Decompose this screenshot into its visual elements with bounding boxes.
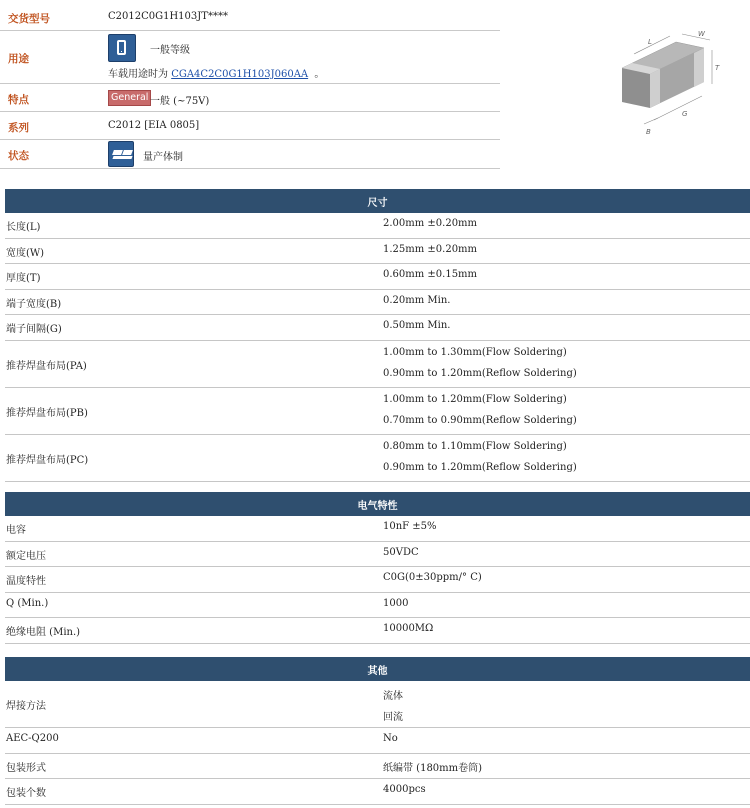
smartphone-icon <box>108 34 136 62</box>
chip-dimension-diagram <box>598 28 728 148</box>
row-label: 焊接方法 <box>6 701 46 712</box>
other-header: 其他 <box>5 657 750 681</box>
row-label: 额定电压 <box>6 550 46 562</box>
row-label: 包装个数 <box>6 788 46 799</box>
row-value: 纸编带 (180mm卷筒) <box>383 762 483 774</box>
mass-production-icon <box>108 141 134 167</box>
table-row <box>5 542 750 568</box>
row-label: 厚度(T) <box>6 273 41 284</box>
row-value: 1000 <box>383 597 409 609</box>
row-value: 1.00mm to 1.20mm(Flow Soldering) <box>383 393 567 405</box>
table-row <box>5 754 750 780</box>
row-value: 0.70mm to 0.90mm(Reflow Soldering) <box>383 414 577 426</box>
series-label: 系列 <box>8 122 29 134</box>
row-label: 推荐焊盘布局(PA) <box>6 360 87 372</box>
electrical-section <box>5 492 750 644</box>
summary-row-part-number <box>0 0 500 31</box>
chip-label-b: B <box>646 128 651 136</box>
row-label: 宽度(W) <box>6 247 45 259</box>
row-value: 2.00mm ±0.20mm <box>383 218 478 229</box>
row-label: 推荐焊盘布局(PB) <box>6 407 88 419</box>
table-row <box>5 213 750 239</box>
row-value: 0.20mm Min. <box>383 294 451 306</box>
table-row <box>5 567 750 593</box>
table-row <box>5 593 750 619</box>
row-value: 0.90mm to 1.20mm(Reflow Soldering) <box>383 367 577 379</box>
part-number-value: C2012C0G1H103JT**** <box>108 11 228 22</box>
series-value: C2012 [EIA 0805] <box>108 120 200 131</box>
row-value: 1.25mm ±0.20mm <box>383 243 478 255</box>
table-row <box>5 618 750 644</box>
general-badge: General <box>108 90 151 106</box>
chip-label-g: G <box>682 110 688 118</box>
feature-label: 特点 <box>8 94 29 106</box>
row-label: 端子宽度(B) <box>6 298 62 310</box>
table-row <box>5 388 750 435</box>
table-row <box>5 290 750 316</box>
electrical-header: 电气特性 <box>5 492 750 516</box>
dimensions-section <box>5 189 750 482</box>
feature-value: 一般 (~75V) <box>150 96 210 107</box>
table-row <box>5 728 750 754</box>
row-value: 0.90mm to 1.20mm(Reflow Soldering) <box>383 461 577 473</box>
usage-auto-suffix: 。 <box>314 69 325 80</box>
usage-label: 用途 <box>8 53 29 65</box>
row-value: 0.80mm to 1.10mm(Flow Soldering) <box>383 440 567 452</box>
usage-value: 一般等级 <box>150 45 190 56</box>
usage-auto-prefix: 车载用途时为 <box>108 69 168 80</box>
row-value: 50VDC <box>383 546 419 558</box>
table-row <box>5 315 750 341</box>
chip-label-w: W <box>698 30 705 38</box>
row-value: 10000MΩ <box>383 623 434 634</box>
row-value: 1.00mm to 1.30mm(Flow Soldering) <box>383 346 567 358</box>
row-label: AEC-Q200 <box>6 733 59 744</box>
row-label: 温度特性 <box>6 576 46 587</box>
automotive-part-link[interactable]: CGA4C2C0G1H103J060AA <box>171 69 309 80</box>
row-label: 包装形式 <box>6 762 46 774</box>
row-value: C0G(0±30ppm/° C) <box>383 572 482 583</box>
row-label: 长度(L) <box>6 222 41 233</box>
row-label: 绝缘电阻 (Min.) <box>6 627 81 638</box>
summary-row-feature <box>0 84 500 112</box>
summary-row-series <box>0 112 500 140</box>
summary-row-usage <box>0 31 500 84</box>
usage-automotive-note <box>108 65 324 80</box>
row-value: 4000pcs <box>383 784 426 795</box>
row-label: 端子间隔(G) <box>6 324 62 335</box>
table-row <box>5 435 750 482</box>
row-label: Q (Min.) <box>6 597 49 609</box>
row-value: 0.60mm ±0.15mm <box>383 269 478 280</box>
table-row <box>5 779 750 805</box>
product-summary <box>0 0 500 169</box>
row-label: 推荐焊盘布局(PC) <box>6 454 89 466</box>
table-row <box>5 341 750 388</box>
row-label: 电容 <box>6 525 26 536</box>
table-row <box>5 516 750 542</box>
status-label: 状态 <box>8 150 29 162</box>
status-value: 量产体制 <box>143 152 183 163</box>
chip-label-t: T <box>715 64 720 72</box>
row-value: No <box>383 733 398 744</box>
summary-row-status <box>0 140 500 169</box>
part-number-label: 交货型号 <box>8 13 50 25</box>
other-section <box>5 657 750 805</box>
row-value: 流体 <box>383 691 403 702</box>
row-value: 0.50mm Min. <box>383 320 451 331</box>
dimensions-header: 尺寸 <box>5 189 750 213</box>
table-row <box>5 264 750 290</box>
chip-label-l: L <box>648 38 652 46</box>
row-value: 10nF ±5% <box>383 521 437 532</box>
table-row <box>5 681 750 728</box>
row-value: 回流 <box>383 712 403 723</box>
table-row <box>5 239 750 265</box>
